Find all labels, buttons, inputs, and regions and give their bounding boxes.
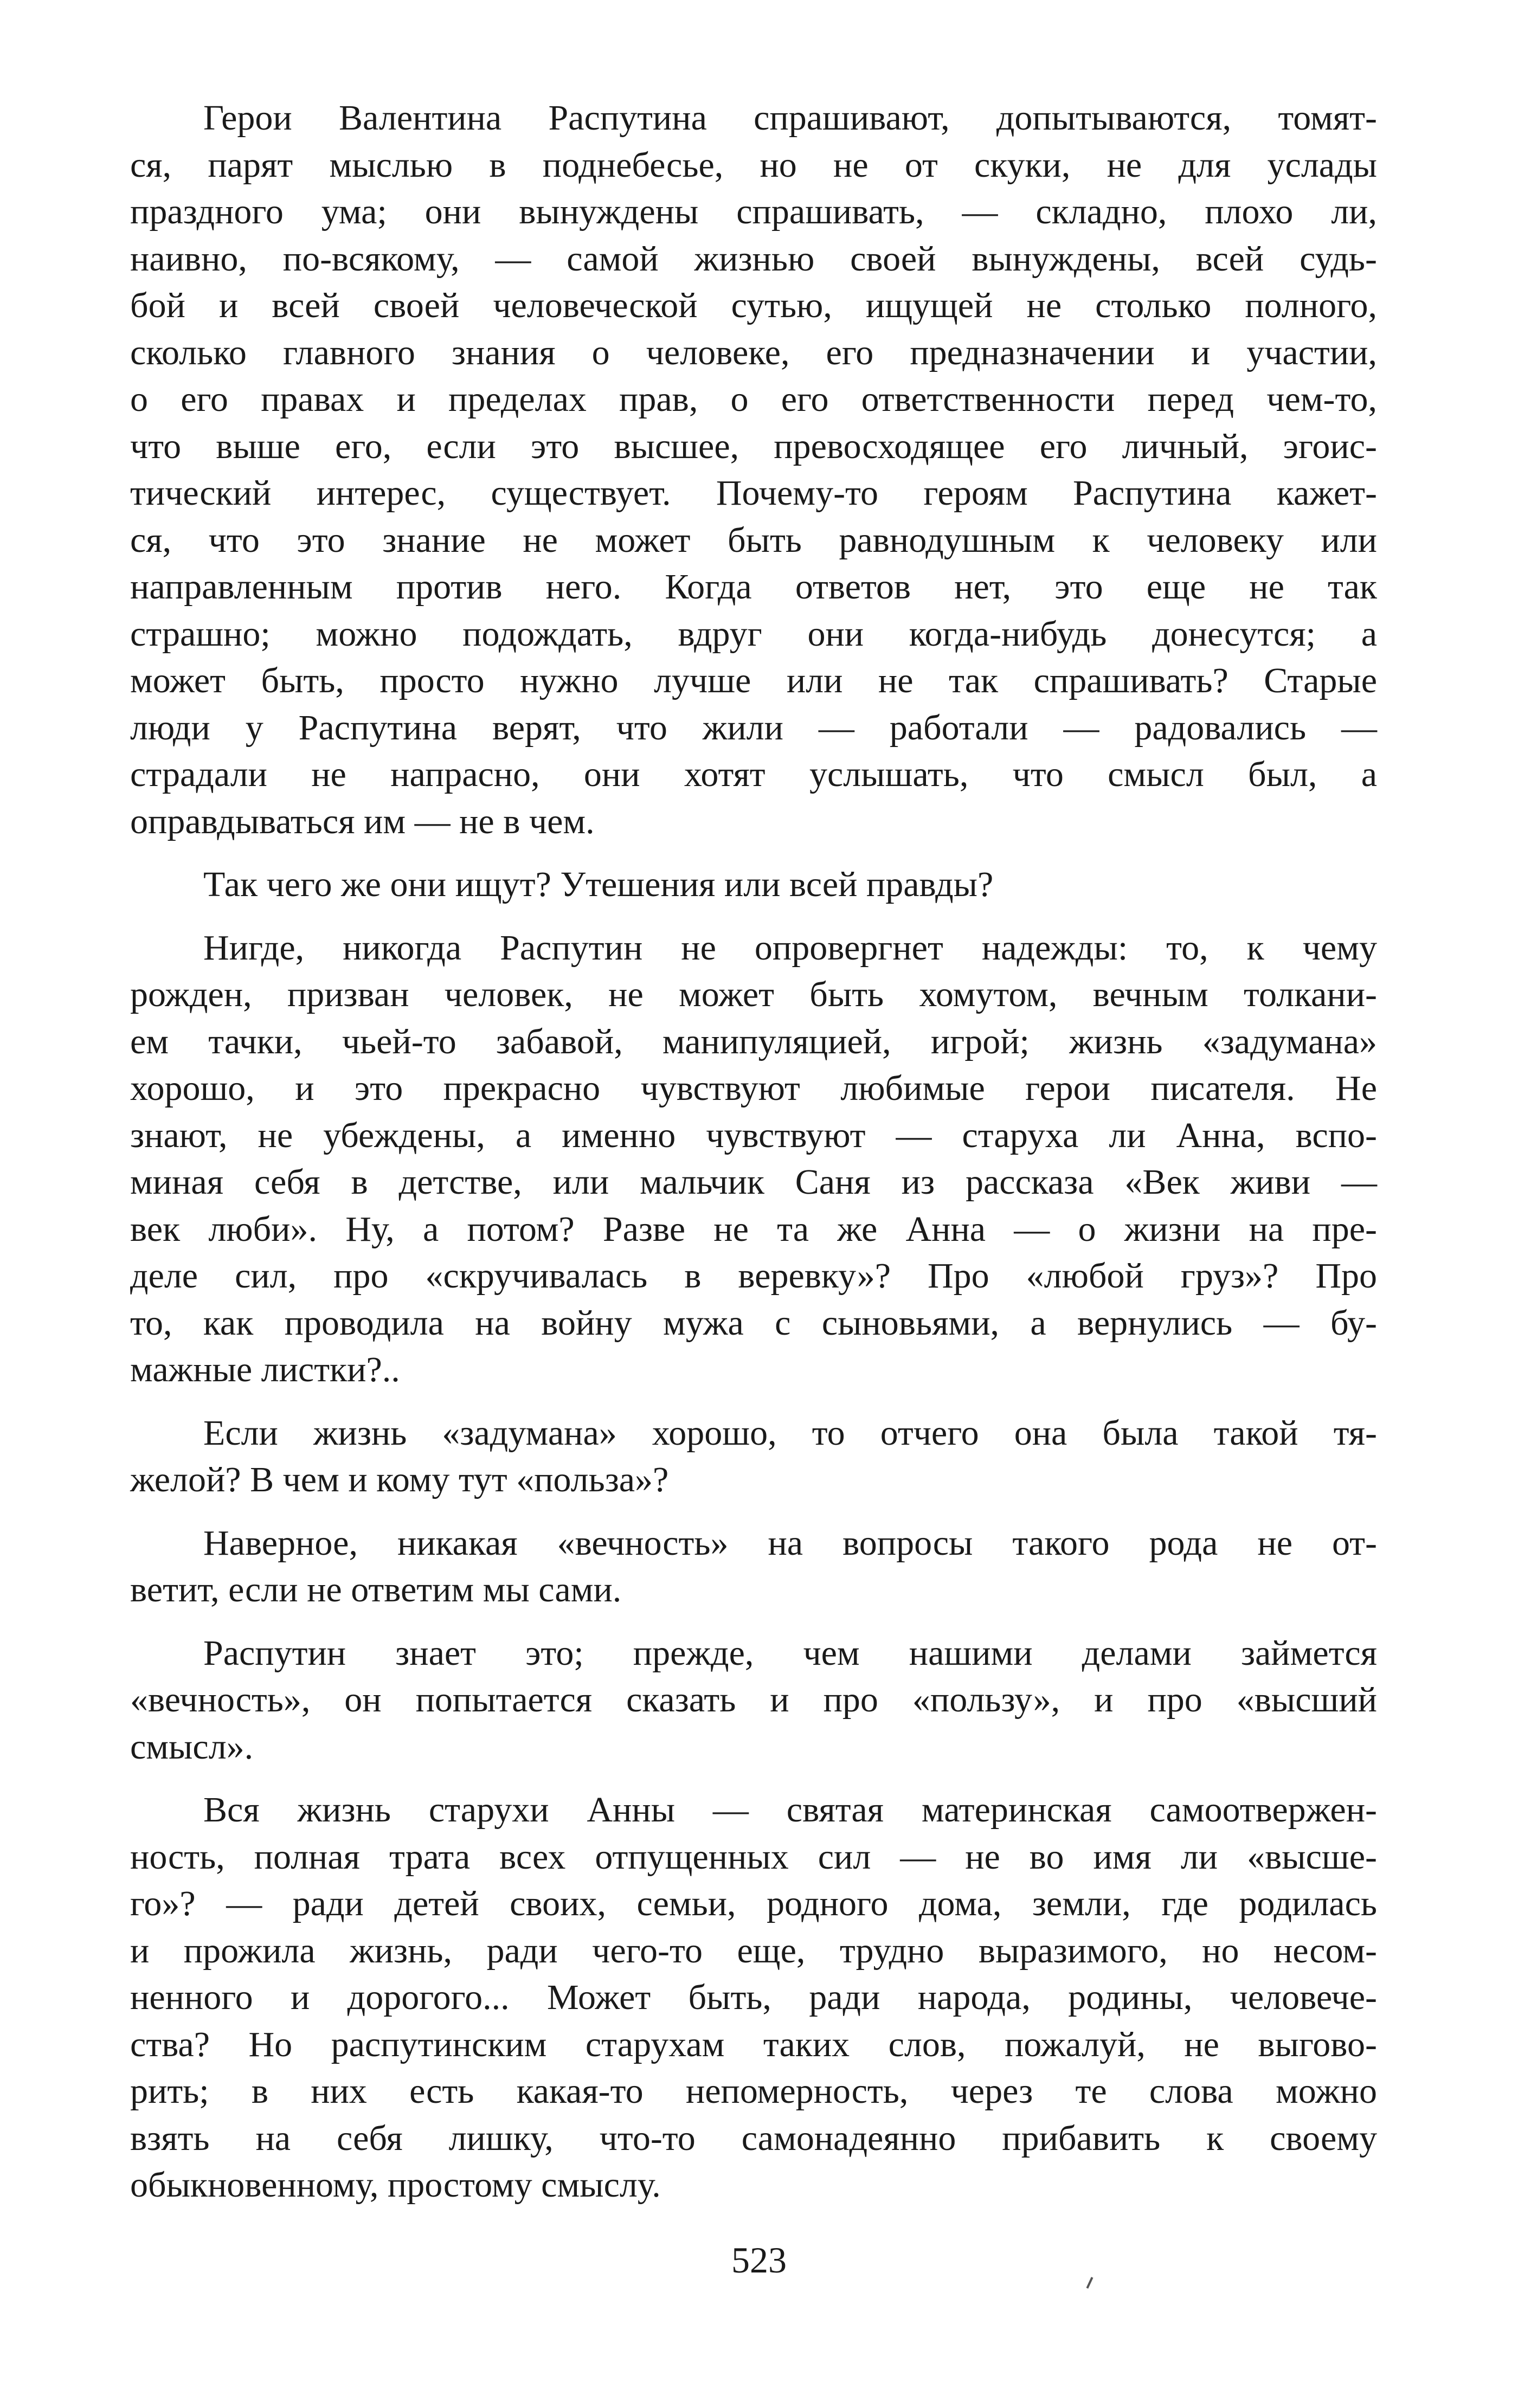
text-line: рожден, призван человек, не может быть хомутом, вечным толкани- — [130, 975, 1377, 1014]
text-line: век люби». Ну, а потом? Разве не та же Анна — о жизни на пре- — [130, 1209, 1377, 1249]
text-line: и прожила жизнь, ради чего-то еще, трудно выразимого, но несом- — [130, 1930, 1377, 1971]
paragraph-4 — [130, 1410, 1377, 1504]
text-line: деле сил, про «скручивалась в веревку»? Про «любой груз»? Про — [130, 1256, 1377, 1296]
paragraph-3 — [130, 925, 1377, 1394]
text-line: ем тачки, чьей-то забавой, манипуляцией, игрой; жизнь «задумана» — [130, 1021, 1377, 1061]
paragraph-6 — [130, 1630, 1377, 1771]
text-line: оправдываться им — не в чем. — [130, 801, 595, 841]
text-line: миная себя в детстве, или мальчик Саня из рассказа «Век живи — — [130, 1162, 1377, 1202]
page-number: 523 — [731, 2239, 787, 2281]
text-line: может быть, просто нужно лучше или не так спрашивать? Старые — [130, 661, 1377, 700]
text-line: ся, что это знание не может быть равнодушным к человеку или — [130, 520, 1377, 560]
text-line: го»? — ради детей своих, семьи, родного дома, земли, где родилась — [130, 1884, 1377, 1923]
page-body — [130, 95, 1377, 2209]
text-line: праздного ума; они вынуждены спрашивать, — складно, плохо ли, — [130, 192, 1377, 231]
text-line: страдали не напрасно, они хотят услышать, что смысл был, а — [130, 755, 1377, 794]
text-line: Вся жизнь старухи Анны — святая материнская самоотвержен- — [203, 1790, 1377, 1830]
text-line: желой? В чем и кому тут «польза»? — [130, 1460, 669, 1499]
text-line: бой и всей своей человеческой сутью, ищущей не столько полного, — [130, 286, 1377, 325]
text-line: Наверное, никакая «вечность» на вопросы такого рода не от- — [203, 1523, 1377, 1563]
text-line: Если жизнь «задумана» хорошо, то отчего она была такой тя- — [203, 1413, 1377, 1453]
text-line: что выше его, если это высшее, превосходящее его личный, эгоис- — [130, 426, 1377, 466]
text-line: направленным против него. Когда ответов нет, это еще не так — [130, 567, 1377, 607]
text-line: ность, полная трата всех отпущенных сил — не во имя ли «высше- — [130, 1837, 1377, 1877]
text-line: о его правах и пределах прав, о его ответственности перед чем-то, — [130, 379, 1377, 419]
text-line: наивно, по-всякому, — самой жизнью своей вынуждены, всей судь- — [130, 239, 1377, 279]
text-line: Распутин знает это; прежде, чем нашими делами займется — [203, 1633, 1377, 1673]
paragraph-2 — [130, 861, 1377, 909]
text-line: Нигде, никогда Распутин не опровергнет надежды: то, к чему — [203, 928, 1377, 968]
text-line: обыкновенному, простому смыслу. — [130, 2165, 661, 2205]
text-line: смысл». — [130, 1727, 254, 1767]
text-line: рить; в них есть какая-то непомерность, через те слова можно — [130, 2071, 1377, 2111]
text-line: Герои Валентина Распутина спрашивают, допытываются, томят- — [203, 98, 1377, 138]
text-line: ненного и дорогого... Может быть, ради народа, родины, человече- — [130, 1978, 1377, 2017]
text-line: знают, не убеждены, а именно чувствуют — старуха ли Анна, вспо- — [130, 1115, 1377, 1155]
text-line: мажные листки?.. — [130, 1350, 400, 1389]
paragraph-7 — [130, 1787, 1377, 2209]
text-line: сколько главного знания о человеке, его предназначении и участии, — [130, 332, 1377, 372]
text-line: страшно; можно подождать, вдруг они когда-нибудь донесутся; а — [130, 614, 1377, 654]
text-line: ветит, если не ответим мы сами. — [130, 1570, 622, 1609]
paragraph-5 — [130, 1520, 1377, 1614]
text-line: «вечность», он попытается сказать и про «пользу», и про «высший — [130, 1680, 1377, 1720]
text-line: взять на себя лишку, что-то самонадеянно прибавить к своему — [130, 2118, 1377, 2158]
text-line: то, как проводила на войну мужа с сыновьями, а вернулись — бу- — [130, 1303, 1377, 1343]
paragraph-1 — [130, 95, 1377, 845]
text-line: люди у Распутина верят, что жили — работали — радовались — — [130, 707, 1377, 748]
text-line: хорошо, и это прекрасно чувствуют любимые герои писателя. Не — [130, 1068, 1377, 1108]
text-line: ства? Но распутинским старухам таких слов, пожалуй, не выгово- — [130, 2024, 1377, 2064]
text-line: тический интерес, существует. Почему-то героям Распутина кажет- — [130, 473, 1377, 513]
text-line: Так чего же они ищут? Утешения или всей правды? — [203, 865, 994, 904]
text-line: ся, парят мыслью в поднебесье, но не от скуки, не для услады — [130, 145, 1377, 185]
